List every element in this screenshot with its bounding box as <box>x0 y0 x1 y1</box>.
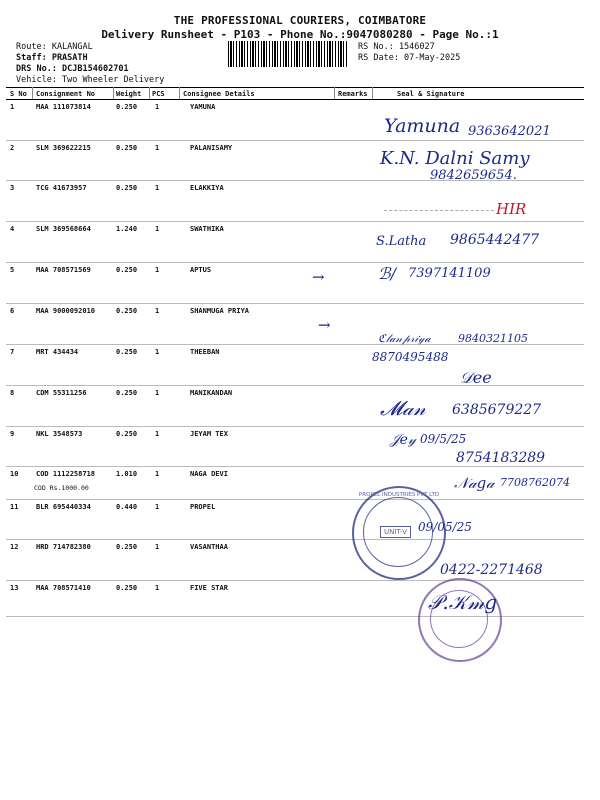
row-pcs: 1 <box>155 503 160 511</box>
col-divider <box>372 87 373 99</box>
handwritten-signature-icon: 𝒫.𝒦𝓂𝑔 <box>428 590 498 614</box>
col-divider <box>113 87 114 99</box>
row-consignee: APTUS <box>190 266 212 274</box>
row-consignee: VASANTHAA <box>190 543 228 551</box>
handwritten-phone: 9842659654. <box>430 168 517 183</box>
handwritten-mark-icon: ℬ/ <box>378 264 396 283</box>
row-consignment-no: BLR 695440334 <box>36 503 91 511</box>
row-weight: 1.010 <box>116 470 138 478</box>
row-consignee: SWATHIKA <box>190 225 224 233</box>
row-weight: 0.250 <box>116 389 138 397</box>
row-consignee: NAGA DEVI <box>190 470 228 478</box>
handwritten-phone: 6385679227 <box>452 402 542 418</box>
handwritten-phone: 9840321105 <box>458 332 528 345</box>
row-weight: 0.250 <box>116 307 138 315</box>
handwritten-phone: 7708762074 <box>500 476 570 489</box>
row-pcs: 1 <box>155 184 160 192</box>
row-divider <box>6 539 584 540</box>
handwritten-date: 09/5/25 <box>420 432 467 446</box>
row-consignee: ELAKKIYA <box>190 184 224 192</box>
drs-label: DRS No.: DCJB154602701 <box>16 64 129 74</box>
handwritten-phone: 8870495488 <box>372 350 449 364</box>
row-sno: 4 <box>10 225 15 233</box>
handwritten-phone: 7397141109 <box>408 266 491 281</box>
handwritten-signature-icon: 𝓜𝒶𝓃 <box>380 396 426 420</box>
row-divider <box>6 580 584 581</box>
row-pcs: 1 <box>155 543 160 551</box>
row-sno: 1 <box>10 103 15 111</box>
table-top-border <box>6 87 584 88</box>
row-sno: 11 <box>10 503 19 511</box>
row-consignee: JEYAM TEX <box>190 430 228 438</box>
row-pcs: 1 <box>155 144 160 152</box>
handwritten-signature-icon: 𝒟𝑒𝑒 <box>460 368 492 387</box>
rs-date: RS Date: 07-May-2025 <box>358 53 461 63</box>
col-header-pcs: PCS <box>152 90 165 98</box>
row-divider <box>6 499 584 500</box>
row-weight: 0.250 <box>116 584 138 592</box>
handwritten-signature-icon: 𝒥𝑒𝓎 <box>390 432 417 448</box>
handwritten-phone: 0422-2271468 <box>440 562 543 578</box>
row-sno: 2 <box>10 144 15 152</box>
row-consignee: YAMUNA <box>190 103 216 111</box>
col-header-seal: Seal & Signature <box>397 90 465 98</box>
table-header-border <box>6 99 584 100</box>
handwritten-signature: K.N. Dalni Samy <box>380 148 530 169</box>
arrow-icon: → <box>318 316 331 334</box>
handwritten-date: 09/05/25 <box>418 520 472 534</box>
row-consignee: SHANMUGA PRIYA <box>190 307 250 315</box>
col-divider <box>334 87 335 99</box>
stamp-text: PROPEL INDUSTRIES PVT LTD <box>358 492 440 498</box>
row-weight: 0.250 <box>116 103 138 111</box>
row-consignee: PALANISAMY <box>190 144 233 152</box>
stamp-unit: UNIT-V <box>380 526 411 538</box>
handwritten-phone: 9363642021 <box>468 124 551 139</box>
row-sno: 3 <box>10 184 15 192</box>
row-sno: 12 <box>10 543 19 551</box>
row-consignment-no: SLM 369568664 <box>36 225 91 233</box>
rs-number: RS No.: 1546027 <box>358 42 435 52</box>
handwritten-signature-icon: 𝒩𝒶𝑔𝒶 <box>454 474 495 492</box>
row-pcs: 1 <box>155 307 160 315</box>
row-consignment-no: MAA 708571410 <box>36 584 91 592</box>
row-consignee: MANIKANDAN <box>190 389 233 397</box>
row-divider <box>6 262 584 263</box>
company-title: THE PROFESSIONAL COURIERS, COIMBATORE <box>173 14 427 27</box>
col-header-sno: S No <box>10 90 27 98</box>
row-divider <box>6 466 584 467</box>
row-consignment-no: CDM 55311256 <box>36 389 87 397</box>
row-sno: 9 <box>10 430 15 438</box>
row-sno: 5 <box>10 266 15 274</box>
row-weight: 0.250 <box>116 266 138 274</box>
row-divider <box>6 140 584 141</box>
row-divider <box>6 385 584 386</box>
col-header-consignee: Consignee Details <box>183 90 255 98</box>
row-sno: 7 <box>10 348 15 356</box>
row-divider <box>6 303 584 304</box>
row-pcs: 1 <box>155 430 160 438</box>
col-divider <box>179 87 180 99</box>
handwritten-phone: 8754183289 <box>456 450 546 466</box>
row-pcs: 1 <box>155 348 160 356</box>
row-pcs: 1 <box>155 470 160 478</box>
row-consignee: FIVE STAR <box>190 584 228 592</box>
row-consignment-no: TCG 41673957 <box>36 184 87 192</box>
row-consignment-no: SLM 369622215 <box>36 144 91 152</box>
route-label: Route: KALANGAL <box>16 42 93 52</box>
row-cod-amount: COD Rs.1000.00 <box>34 484 89 492</box>
row-consignment-no: HRD 714782380 <box>36 543 91 551</box>
staff-label: Staff: PRASATH <box>16 53 88 63</box>
row-pcs: 1 <box>155 584 160 592</box>
row-sno: 8 <box>10 389 15 397</box>
row-pcs: 1 <box>155 225 160 233</box>
arrow-icon: → <box>312 268 325 286</box>
row-weight: 0.250 <box>116 348 138 356</box>
barcode-image <box>228 41 348 67</box>
handwritten-note: HIR <box>496 200 527 218</box>
col-header-weight: Weight <box>116 90 142 98</box>
row-consignee: THEEBAN <box>190 348 220 356</box>
faint-signature <box>384 210 494 211</box>
row-sno: 10 <box>10 470 19 478</box>
row-sno: 6 <box>10 307 15 315</box>
row-weight: 0.250 <box>116 543 138 551</box>
row-consignment-no: MRT 434434 <box>36 348 79 356</box>
runsheet-subtitle: Delivery Runsheet - P103 - Phone No.:9047080280 - Page No.:1 <box>101 28 499 41</box>
row-consignment-no: MAA 708571569 <box>36 266 91 274</box>
row-consignment-no: MAA 111073814 <box>36 103 91 111</box>
row-divider <box>6 221 584 222</box>
row-pcs: 1 <box>155 266 160 274</box>
row-consignee: PROPEL <box>190 503 216 511</box>
row-weight: 0.250 <box>116 430 138 438</box>
row-pcs: 1 <box>155 103 160 111</box>
row-sno: 13 <box>10 584 19 592</box>
row-weight: 0.250 <box>116 184 138 192</box>
handwritten-signature: Yamuna <box>384 115 461 137</box>
row-consignment-no: COD 1112258718 <box>36 470 96 478</box>
row-consignment-no: NKL 3548573 <box>36 430 83 438</box>
handwritten-phone: 9865442477 <box>450 232 540 248</box>
row-weight: 0.440 <box>116 503 138 511</box>
col-divider <box>149 87 150 99</box>
row-divider <box>6 426 584 427</box>
col-divider <box>32 87 33 99</box>
row-consignment-no: MAA 9000092010 <box>36 307 96 315</box>
vehicle-label: Vehicle: Two Wheeler Delivery <box>16 75 165 85</box>
handwritten-signature: S.Latha <box>376 234 427 249</box>
handwritten-signature-icon: ℭ𝓁𝒶𝓃𝓅𝓇𝒾𝓎𝒶 <box>378 332 431 345</box>
row-pcs: 1 <box>155 389 160 397</box>
row-weight: 0.250 <box>116 144 138 152</box>
row-weight: 1.240 <box>116 225 138 233</box>
col-header-remarks: Remarks <box>338 90 368 98</box>
col-header-consignment: Consignment No <box>36 90 96 98</box>
